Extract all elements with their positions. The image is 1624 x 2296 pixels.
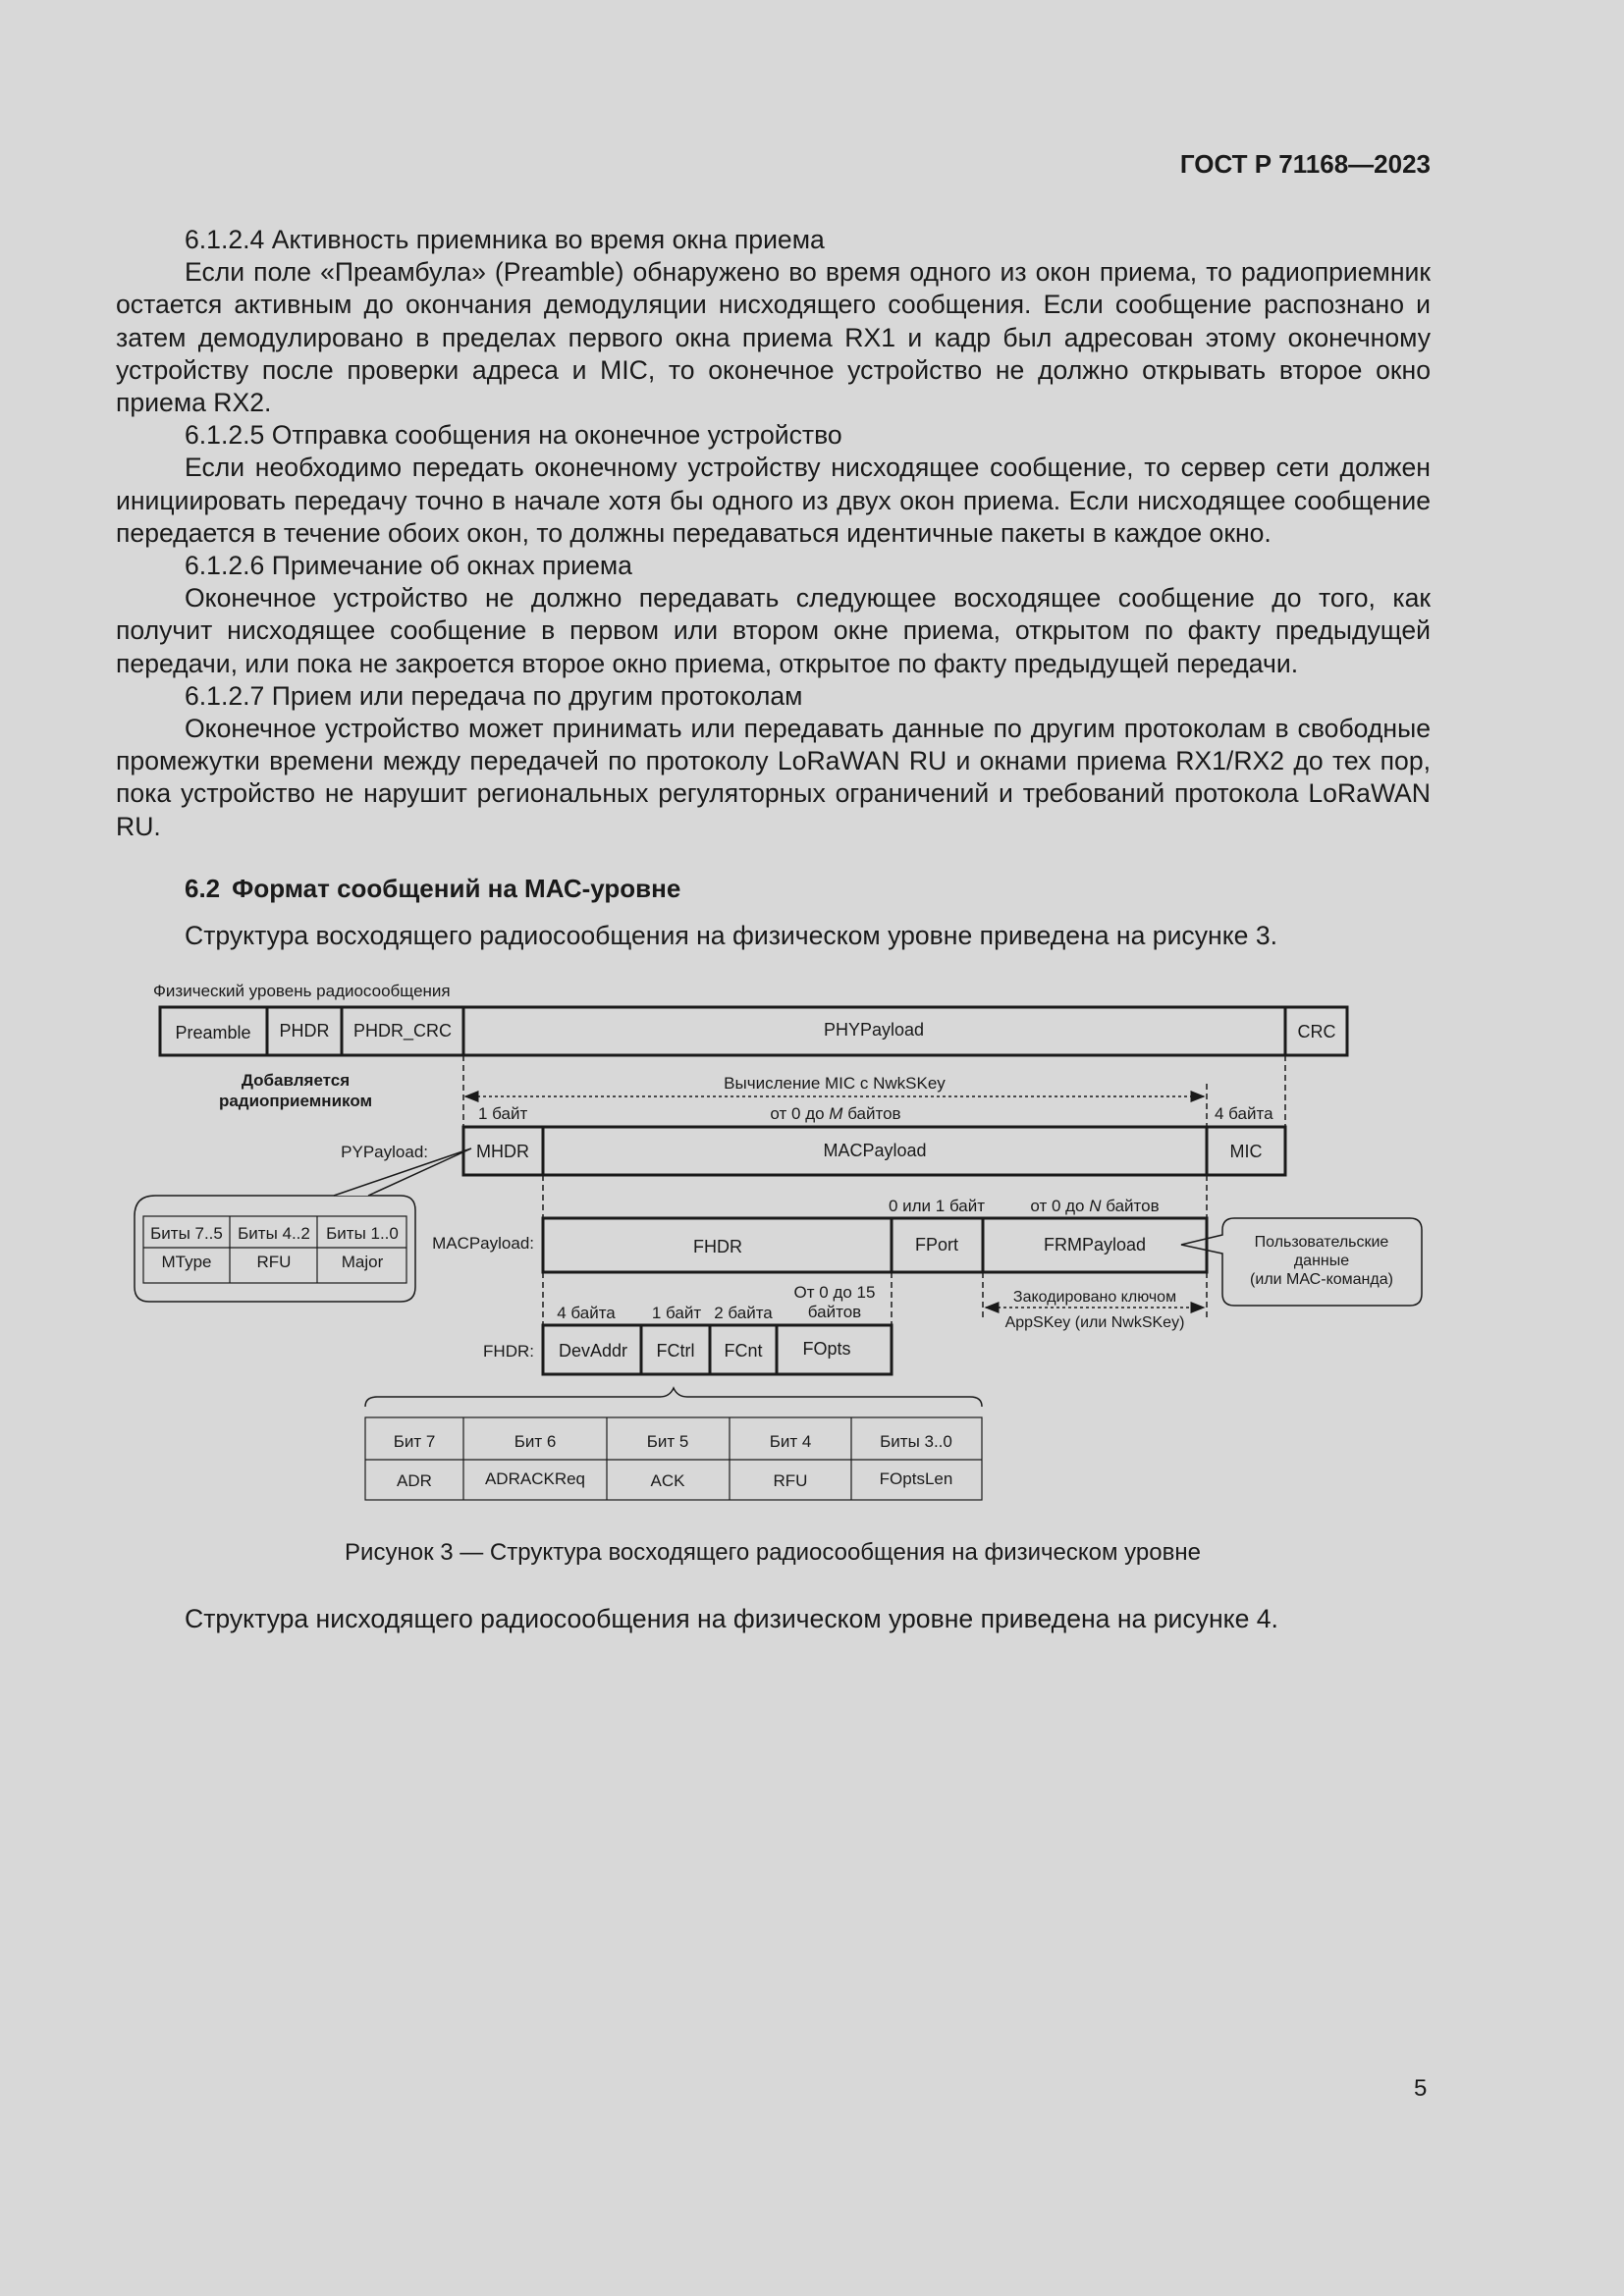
section-text-6125: Если необходимо передать оконечному устройству нисходящее сообщение, то сервер сети должен инициировать передачу точно в начале хотя бы одного из двух окон приема. Если нисходящее сообщение передается в течение обоих окон, то должны передаваться идентичные пакеты в каждое окно. [116,453,1431,548]
field-fcnt: FCnt [724,1341,763,1361]
fctrl-brace [365,1388,982,1407]
figure-intro-text: Структура восходящего радиосообщения на физическом уровне приведена на рисунке 3. [185,921,1278,950]
mhdr-callout [135,1196,415,1302]
user-data-line2: данные [1293,1253,1350,1269]
field-fctrl: FCtrl [656,1341,695,1361]
fctrl-bits-v2: ADRACKReq [484,1469,586,1488]
size-macpayload-pre: от 0 до [770,1104,830,1123]
fhdr-label: FHDR: [483,1342,534,1361]
field-macpayload: MACPayload [823,1141,927,1160]
field-fport: FPort [914,1235,959,1255]
phy-layer-label: Физический уровень радиосообщения [153,982,451,1000]
size-fport: 0 или 1 байт [888,1197,986,1215]
size-mic: 4 байта [1215,1104,1273,1123]
field-preamble: Preamble [175,1023,251,1042]
mhdr-bits-v2: RFU [256,1253,292,1271]
fctrl-bits-h2: Бит 6 [514,1432,557,1451]
field-fhdr: FHDR [693,1237,742,1256]
size-macpayload-m: M [829,1104,843,1123]
field-phdr: PHDR [279,1021,330,1041]
section-heading-6125: 6.1.2.5 Отправка сообщения на оконечное устройство [185,420,842,451]
fctrl-bits-h1: Бит 7 [393,1432,436,1451]
size-devaddr: 4 байта [557,1304,616,1322]
encoded-line2: AppSKey (или NwkSKey) [1004,1314,1185,1331]
added-by-label-1: Добавляется [241,1071,351,1090]
fctrl-bits-v3: ACK [650,1471,685,1490]
size-macpayload [770,1104,900,1123]
size-fcnt: 2 байта [714,1304,773,1322]
section-number: 6.2 [185,874,221,903]
mhdr-bits-h3: Биты 1..0 [326,1224,399,1243]
fctrl-bits-v4: RFU [773,1471,808,1490]
field-phypayload: PHYPayload [823,1020,925,1040]
fctrl-bits-h4: Бит 4 [769,1432,812,1451]
mhdr-bits-v3: Major [341,1253,384,1271]
figure-caption: Рисунок 3 — Структура восходящего радиосообщения на физическом уровне [345,1539,1201,1566]
after-figure-text: Структура нисходящего радиосообщения на физическом уровне приведена на рисунке 4. [185,1604,1278,1633]
section-text-6124: Если поле «Преамбула» (Preamble) обнаружено во время одного из окон приема, то радиоприемник остается активным до окончания демодуляции нисходящего сообщения. Если сообщение распознано и затем демодулировано в пределах первого окна приема RX1 и кадр был адресован этому оконечному устройству после проверки адреса и MIC, то оконечное устройство не должно открывать второе окно приема RX2. [116,257,1431,418]
section-title-text: Формат сообщений на МАС-уровне [232,874,681,903]
section-heading-6126: 6.1.2.6 Примечание об окнах приема [185,551,632,581]
section-text-6127: Оконечное устройство может принимать или передавать данные по другим протоколам в свободные промежутки времени между передачей по протоколу LoRaWAN RU и окнами приема RX1/RX2 до тех пор, пока устройство не нарушит региональных регуляторных ограничений и требований протокола LoRaWAN RU. [116,714,1431,841]
size-fopts-1: От 0 до 15 [793,1283,876,1302]
field-fopts: FOpts [802,1339,851,1359]
user-data-line3: (или МАС-команда) [1250,1271,1393,1288]
mhdr-bits-h1: Биты 7..5 [150,1224,223,1243]
section-text-6126: Оконечное устройство не должно передавать следующее восходящее сообщение до того, как получит нисходящее сообщение в первом или втором окне приема, открытом по факту предыдущей передачи, или пока не закроется второе окно приема, открытое по факту предыдущей передачи. [116,583,1431,678]
size-frmpayload-pre: от 0 до [1030,1197,1090,1215]
fctrl-bits-v5: FOptsLen [879,1469,953,1488]
pypayload-label: PYPayload: [341,1143,428,1161]
field-crc: CRC [1297,1022,1336,1041]
macpayload-label: MACPayload: [432,1234,534,1253]
section-heading-6124: 6.1.2.4 Активность приемника во время окна приема [185,225,825,254]
fctrl-bits-v1: ADR [397,1471,432,1490]
page-number: 5 [1414,2075,1428,2102]
field-devaddr: DevAddr [558,1341,628,1361]
section-heading-6127: 6.1.2.7 Прием или передача по другим протоколам [185,680,803,711]
fctrl-bits-h5: Биты 3..0 [880,1432,952,1451]
size-frmpayload [1030,1197,1159,1215]
encoded-line1: Закодировано ключом [1012,1289,1177,1306]
phy-frame [160,1007,1347,1055]
user-data-line1: Пользовательские [1254,1234,1389,1251]
fctrl-bits-h3: Бит 5 [646,1432,689,1451]
field-frmpayload: FRMPayload [1043,1235,1147,1255]
mhdr-bits-v1: MType [161,1253,212,1271]
field-phdr-crc: PHDR_CRC [352,1021,453,1041]
document-header: ГОСТ Р 71168—2023 [1179,149,1431,179]
size-fctrl: 1 байт [651,1304,702,1322]
size-fopts-2: байтов [807,1303,862,1321]
mic-calc-label: Вычисление MIC с NwkSKey [724,1074,946,1093]
mhdr-bits-h2: Биты 4..2 [238,1224,310,1243]
size-mhdr: 1 байт [478,1104,528,1123]
added-by-label-2: радиоприемником [218,1092,373,1110]
field-mic: MIC [1229,1142,1263,1161]
size-frmpayload-n: N [1089,1197,1102,1215]
field-mhdr: MHDR [476,1142,529,1161]
size-frmpayload-post: байтов [1101,1197,1160,1215]
size-macpayload-post: байтов [842,1104,901,1123]
